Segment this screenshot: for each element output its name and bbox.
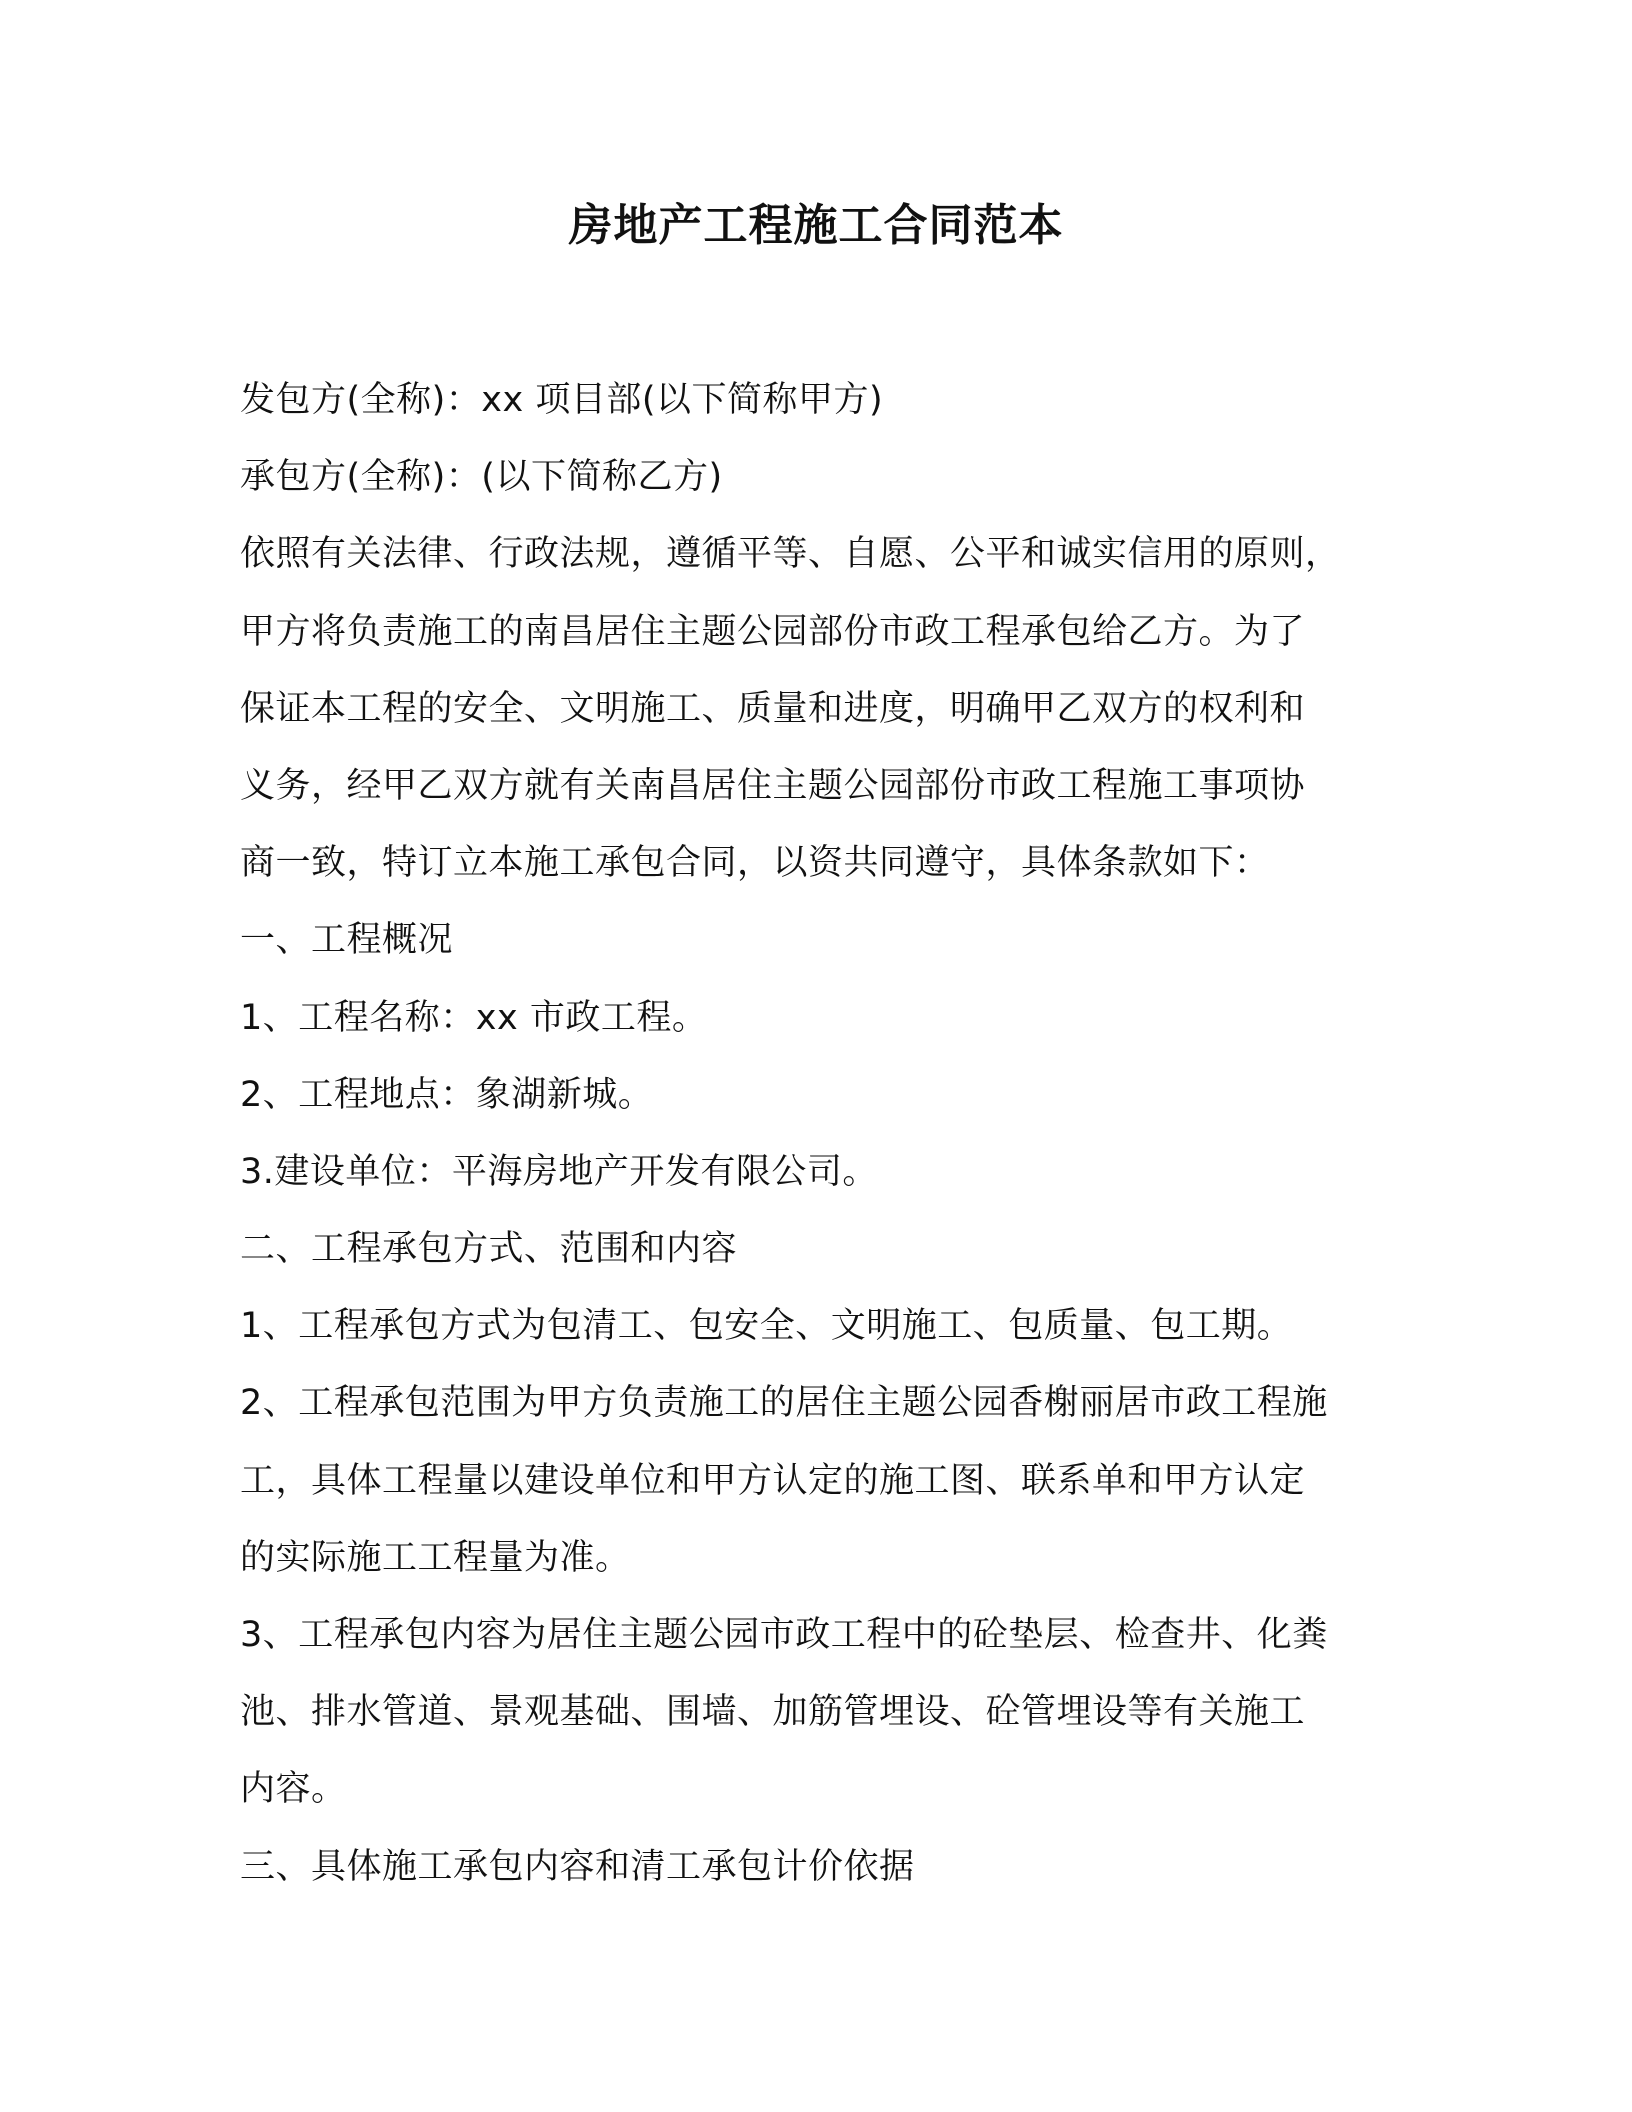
clause-line: 1、工程承包方式为包清工、包安全、文明施工、包质量、包工期。 xyxy=(240,1306,1293,1347)
document-title: 房地产工程施工合同范本 xyxy=(568,200,1064,251)
party-a-line: 发包方(全称)：xx 项目部(以下简称甲方) xyxy=(240,380,884,420)
clause-line: 的实际施工工程量为准。 xyxy=(240,1537,631,1578)
section-heading: 三、具体施工承包内容和清工承包计价依据 xyxy=(240,1846,915,1887)
clause-line: 池、排水管道、景观基础、围墙、加筋管埋设、砼管埋设等有关施工 xyxy=(240,1692,1306,1733)
preamble-line: 依照有关法律、行政法规，遵循平等、自愿、公平和诚实信用的原则， xyxy=(240,534,1341,575)
section-heading: 一、工程概况 xyxy=(240,920,454,961)
clause-line: 工，具体工程量以建设单位和甲方认定的施工图、联系单和甲方认定 xyxy=(240,1460,1306,1501)
clause-line: 3.建设单位：平海房地产开发有限公司。 xyxy=(240,1151,878,1192)
clause-line: 3、工程承包内容为居住主题公园市政工程中的砼垫层、检查井、化粪 xyxy=(240,1615,1328,1655)
section-heading: 二、工程承包方式、范围和内容 xyxy=(240,1229,738,1270)
preamble-line: 保证本工程的安全、文明施工、质量和进度，明确甲乙双方的权利和 xyxy=(240,688,1306,729)
document-body xyxy=(240,362,1420,1906)
preamble-line: 商一致，特订立本施工承包合同，以资共同遵守，具体条款如下： xyxy=(240,843,1270,884)
clause-line: 2、工程地点：象湖新城。 xyxy=(240,1074,654,1115)
clause-line: 2、工程承包范围为甲方负责施工的居住主题公园香榭丽居市政工程施 xyxy=(240,1383,1328,1424)
preamble-line: 甲方将负责施工的南昌居住主题公园部份市政工程承包给乙方。为了 xyxy=(240,611,1306,652)
preamble-line: 义务，经甲乙双方就有关南昌居住主题公园部份市政工程施工事项协 xyxy=(240,765,1306,806)
party-b-line: 承包方(全称)：(以下简称乙方) xyxy=(240,457,723,498)
clause-line: 1、工程名称：xx 市政工程。 xyxy=(240,997,708,1038)
clause-line: 内容。 xyxy=(240,1769,347,1810)
